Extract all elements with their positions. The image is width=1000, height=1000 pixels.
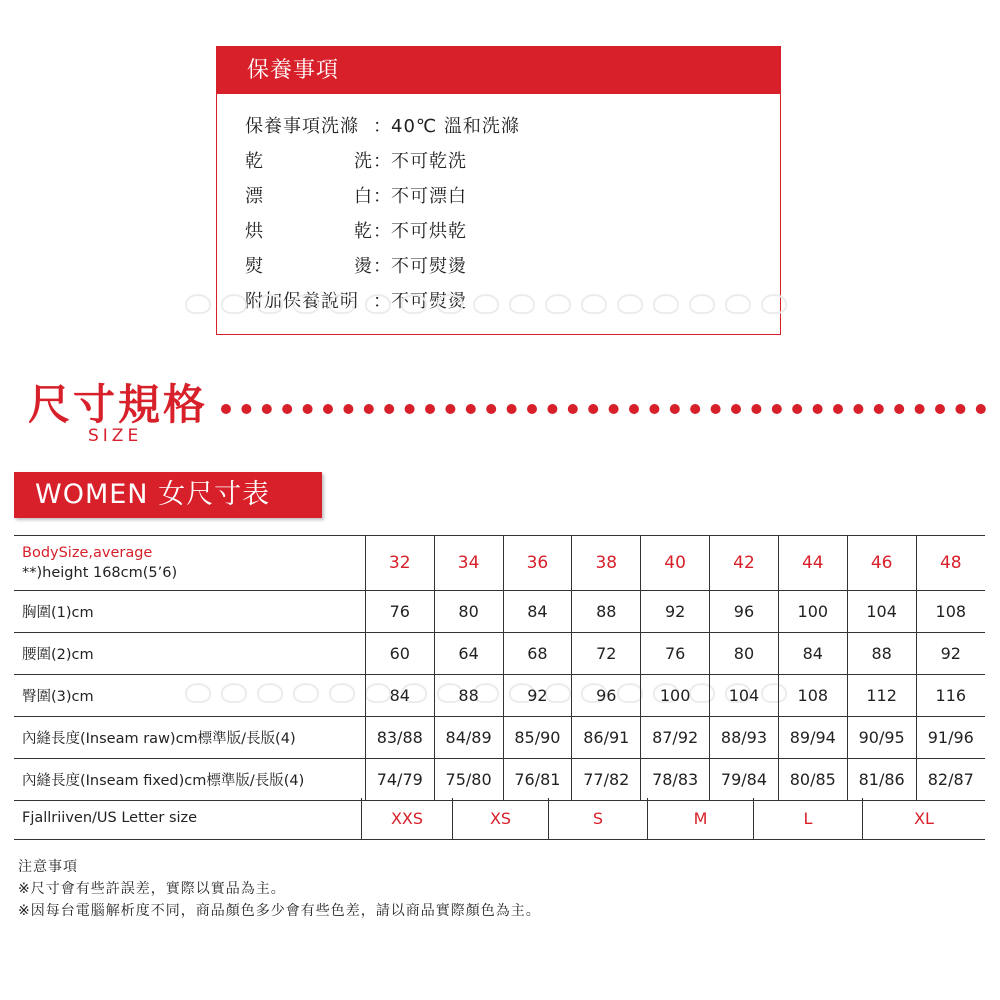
size-title: 尺寸規格 <box>28 380 209 429</box>
care-value: 不可熨燙 <box>391 290 467 312</box>
table-cell: 76 <box>365 591 434 633</box>
divider-dot <box>670 404 680 414</box>
size-header-cell: 46 <box>847 536 916 591</box>
dotted-divider <box>220 403 1000 415</box>
divider-dot <box>731 404 741 414</box>
table-cell: 112 <box>847 675 916 717</box>
divider-dot <box>405 404 415 414</box>
care-row-tumble-dry <box>245 212 520 247</box>
table-cell: 79/84 <box>710 759 779 801</box>
divider-dot <box>547 404 557 414</box>
divider-dot <box>323 404 333 414</box>
care-label: 漂 白 <box>245 185 373 207</box>
care-colon: ： <box>373 185 392 207</box>
letter-size-cell: XL <box>862 798 985 839</box>
table-cell: 76/81 <box>503 759 572 801</box>
divider-dot <box>813 404 823 414</box>
row-label: 內縫長度(Inseam fixed)cm標準版/長版(4) <box>14 759 365 801</box>
table-row-hip <box>14 675 985 717</box>
table-row-inseam-raw <box>14 717 985 759</box>
table-cell: 77/82 <box>572 759 641 801</box>
table-cell: 84 <box>365 675 434 717</box>
table-cell: 104 <box>847 591 916 633</box>
notes <box>18 856 541 922</box>
table-cell: 80/85 <box>778 759 847 801</box>
watermark <box>185 294 787 314</box>
divider-dot <box>690 404 700 414</box>
table-cell: 83/88 <box>365 717 434 759</box>
care-colon: ： <box>373 255 392 277</box>
size-table <box>14 535 985 801</box>
care-label: 烘 乾 <box>245 220 373 242</box>
divider-dot <box>609 404 619 414</box>
care-colon: ： <box>373 290 392 312</box>
care-value: 不可烘乾 <box>391 220 467 242</box>
divider-dot <box>282 404 292 414</box>
divider-dot <box>425 404 435 414</box>
divider-dot <box>507 404 517 414</box>
care-label: 保養事項洗滌 <box>245 115 359 137</box>
divider-dot <box>751 404 761 414</box>
table-cell: 78/83 <box>641 759 710 801</box>
table-cell: 75/80 <box>434 759 503 801</box>
care-label: 附加保養說明 <box>245 290 359 312</box>
divider-dot <box>649 404 659 414</box>
care-row-iron <box>245 247 520 282</box>
care-row-dryclean <box>245 142 520 177</box>
size-header-cell: 44 <box>778 536 847 591</box>
divider-dot <box>629 404 639 414</box>
table-cell: 88 <box>572 591 641 633</box>
divider-dot <box>486 404 496 414</box>
divider-dot <box>364 404 374 414</box>
table-header-row <box>14 536 985 591</box>
letter-size-cell: XS <box>452 798 548 839</box>
table-cell: 72 <box>572 633 641 675</box>
table-cell: 108 <box>778 675 847 717</box>
table-cell: 80 <box>434 591 503 633</box>
size-header-cell: 42 <box>710 536 779 591</box>
divider-dot <box>935 404 945 414</box>
care-row-bleach <box>245 177 520 212</box>
size-header-cell: 48 <box>916 536 985 591</box>
table-cell: 84/89 <box>434 717 503 759</box>
row-label: 腰圍(2)cm <box>14 633 365 675</box>
size-header-cell: 36 <box>503 536 572 591</box>
table-cell: 81/86 <box>847 759 916 801</box>
care-colon: ： <box>373 150 392 172</box>
care-list <box>245 107 520 317</box>
table-cell: 91/96 <box>916 717 985 759</box>
table-row-inseam-fixed <box>14 759 985 801</box>
row-label: 胸圍(1)cm <box>14 591 365 633</box>
letter-size-row <box>14 798 985 840</box>
table-cell: 100 <box>641 675 710 717</box>
size-header-cell: 38 <box>572 536 641 591</box>
letter-size-cell: S <box>548 798 647 839</box>
divider-dot <box>894 404 904 414</box>
divider-dot <box>772 404 782 414</box>
table-cell: 92 <box>641 591 710 633</box>
table-cell: 96 <box>710 591 779 633</box>
note-item: ※尺寸會有些許誤差，實際以實品為主。 <box>18 881 286 897</box>
divider-dot <box>792 404 802 414</box>
care-label: 熨 燙 <box>245 255 373 277</box>
divider-dot <box>343 404 353 414</box>
divider-dot <box>711 404 721 414</box>
table-cell: 82/87 <box>916 759 985 801</box>
row-label: 臀圍(3)cm <box>14 675 365 717</box>
care-value: 不可漂白 <box>391 185 467 207</box>
table-cell: 88/93 <box>710 717 779 759</box>
table-cell: 74/79 <box>365 759 434 801</box>
table-cell: 85/90 <box>503 717 572 759</box>
table-cell: 88 <box>847 633 916 675</box>
letter-size-cell: M <box>647 798 753 839</box>
table-cell: 68 <box>503 633 572 675</box>
care-colon: ： <box>373 115 392 137</box>
care-title: 保養事項 <box>217 47 780 94</box>
table-cell: 88 <box>434 675 503 717</box>
table-cell: 89/94 <box>778 717 847 759</box>
divider-dot <box>262 404 272 414</box>
divider-dot <box>874 404 884 414</box>
table-cell: 87/92 <box>641 717 710 759</box>
care-value: 不可乾洗 <box>391 150 467 172</box>
table-cell: 92 <box>503 675 572 717</box>
table-header-label: BodySize,average **)height 168cm(5’6) <box>14 536 365 591</box>
table-cell: 76 <box>641 633 710 675</box>
table-row-waist <box>14 633 985 675</box>
divider-dot <box>303 404 313 414</box>
divider-dot <box>853 404 863 414</box>
table-cell: 100 <box>778 591 847 633</box>
size-header-cell: 40 <box>641 536 710 591</box>
table-cell: 86/91 <box>572 717 641 759</box>
table-cell: 90/95 <box>847 717 916 759</box>
table-cell: 80 <box>710 633 779 675</box>
divider-dot <box>568 404 578 414</box>
table-cell: 104 <box>710 675 779 717</box>
women-size-tab: WOMEN 女尺寸表 <box>14 472 322 518</box>
table-row-bust <box>14 591 985 633</box>
divider-dot <box>833 404 843 414</box>
care-box <box>216 46 781 335</box>
care-value: 不可熨燙 <box>391 255 467 277</box>
table-cell: 108 <box>916 591 985 633</box>
divider-dot <box>976 404 986 414</box>
divider-dot <box>384 404 394 414</box>
divider-dot <box>466 404 476 414</box>
care-value: 40℃ 溫和洗滌 <box>391 115 520 137</box>
letter-size-cell: L <box>753 798 862 839</box>
size-header-cell: 32 <box>365 536 434 591</box>
divider-dot <box>221 404 231 414</box>
divider-dot <box>588 404 598 414</box>
size-subtitle: SIZE <box>88 426 143 446</box>
size-header-cell: 34 <box>434 536 503 591</box>
care-label: 乾 洗 <box>245 150 373 172</box>
divider-dot <box>955 404 965 414</box>
table-cell: 116 <box>916 675 985 717</box>
notes-title: 注意事項 <box>18 859 78 875</box>
divider-dot <box>241 404 251 414</box>
table-cell: 84 <box>503 591 572 633</box>
care-row-wash <box>245 107 520 142</box>
care-colon: ： <box>373 220 392 242</box>
table-cell: 92 <box>916 633 985 675</box>
table-cell: 64 <box>434 633 503 675</box>
divider-dot <box>527 404 537 414</box>
letter-size-label: Fjallriiven/US Letter size <box>22 810 198 826</box>
divider-dot <box>445 404 455 414</box>
letter-size-cell: XXS <box>361 798 452 839</box>
table-cell: 84 <box>778 633 847 675</box>
divider-dot <box>915 404 925 414</box>
table-cell: 96 <box>572 675 641 717</box>
table-cell: 60 <box>365 633 434 675</box>
row-label: 內縫長度(Inseam raw)cm標準版/長版(4) <box>14 717 365 759</box>
note-item: ※因每台電腦解析度不同，商品顏色多少會有些色差，請以商品實際顏色為主。 <box>18 903 541 919</box>
